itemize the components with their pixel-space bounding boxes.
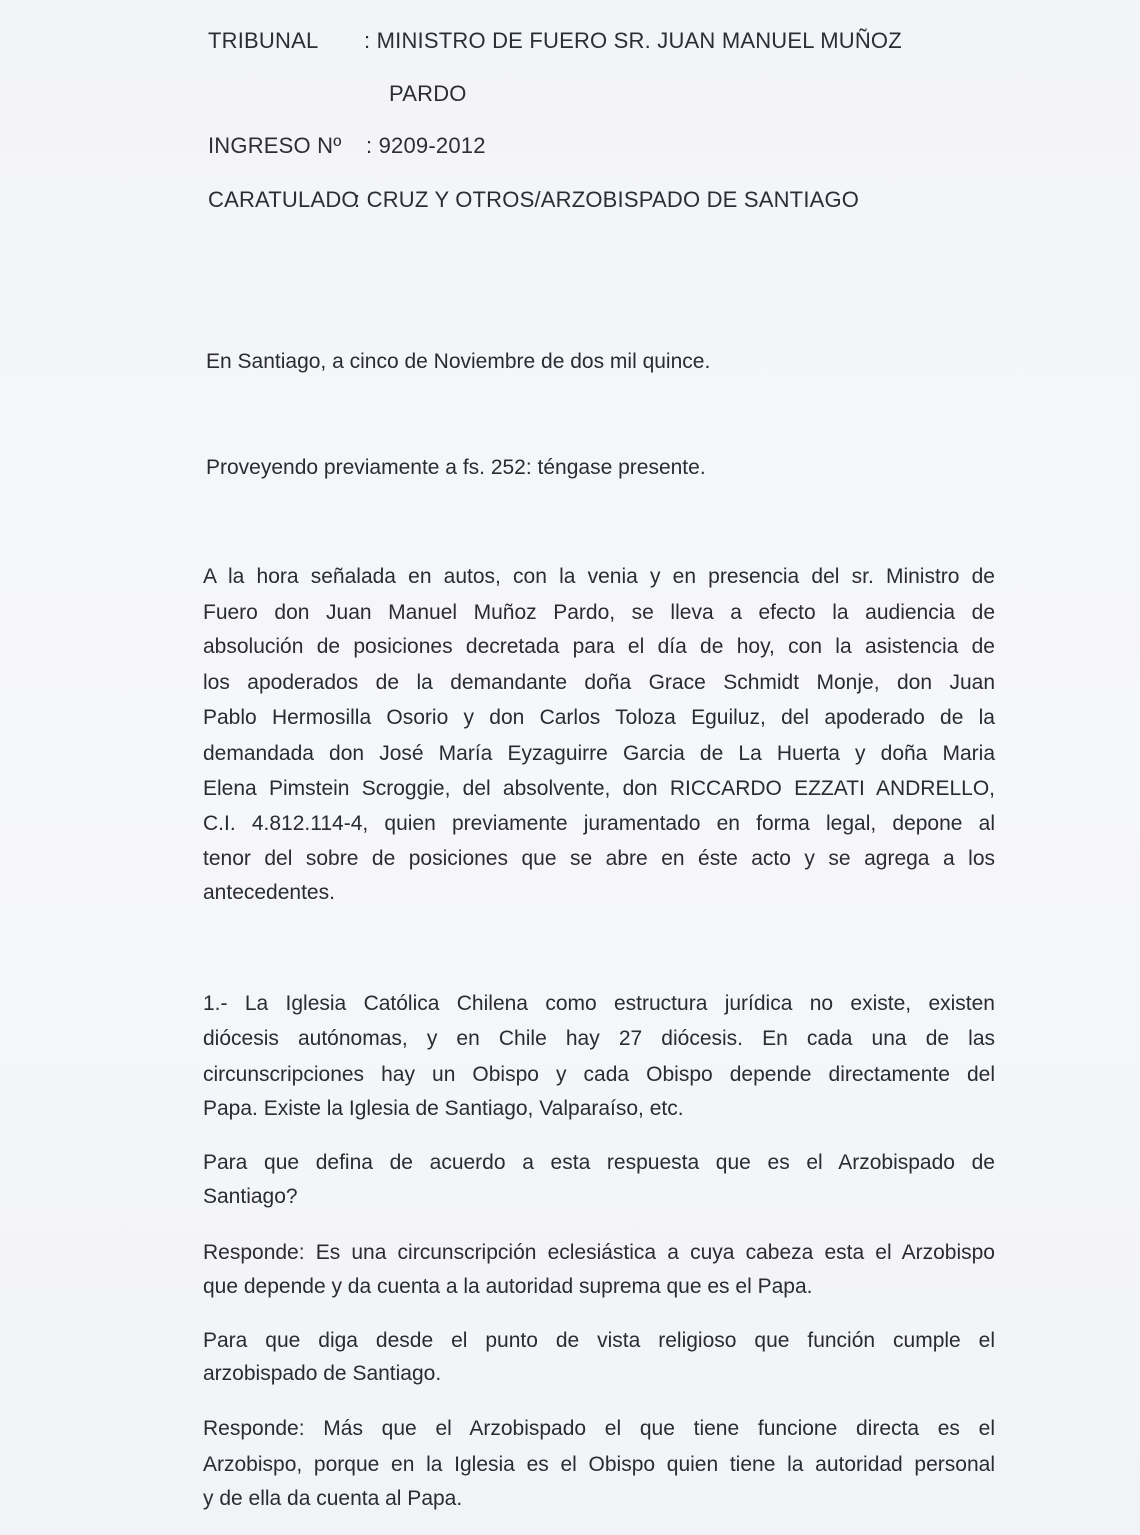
tribunal-value-line-2: PARDO (389, 81, 467, 106)
intro-line: Pablo Hermosilla Osorio y don Carlos Toloza Eguiluz, del apoderado de la (203, 706, 995, 729)
point1-line: circunscripciones hay un Obispo y cada Obispo depende directamente del (203, 1063, 995, 1086)
intro-line: demandada don José María Eyzaguirre Garcia de La Huerta y doña Maria (203, 742, 995, 765)
point1-line: diócesis autónomas, y en Chile hay 27 diócesis. En cada una de las (203, 1027, 995, 1050)
point1-line: 1.- La Iglesia Católica Chilena como estructura jurídica no existe, existen (203, 992, 995, 1015)
intro-line: Fuero don Juan Manuel Muñoz Pardo, se lleva a efecto la audiencia de (203, 601, 995, 624)
intro-line: tenor del sobre de posiciones que se abre en éste acto y se agrega a los (203, 847, 995, 870)
intro-line: los apoderados de la demandante doña Grace Schmidt Monje, don Juan (203, 671, 995, 694)
answer1-line: Responde: Es una circunscripción eclesiástica a cuya cabeza esta el Arzobispo (203, 1241, 995, 1264)
date-line: En Santiago, a cinco de Noviembre de dos mil quince. (206, 350, 711, 373)
ingreso-value: : 9209-2012 (366, 133, 486, 158)
intro-line: A la hora señalada en autos, con la venia y en presencia del sr. Ministro de (203, 565, 995, 588)
point1-line: Papa. Existe la Iglesia de Santiago, Valparaíso, etc. (203, 1097, 684, 1120)
answer2-line: Responde: Más que el Arzobispado el que tiene funcione directa es el (203, 1417, 995, 1440)
intro-line: Elena Pimstein Scroggie, del absolvente, don RICCARDO EZZATI ANDRELLO, (203, 777, 995, 800)
tribunal-label: TRIBUNAL (208, 28, 319, 53)
caratulado-value: : CRUZ Y OTROS/ARZOBISPADO DE SANTIAGO (354, 187, 860, 212)
intro-line: absolución de posiciones decretada para el día de hoy, con la asistencia de (203, 635, 995, 658)
answer1-line: que depende y da cuenta a la autoridad suprema que es el Papa. (203, 1275, 813, 1298)
question2-line: Para que diga desde el punto de vista religioso que función cumple el (203, 1329, 995, 1352)
ingreso-label: INGRESO Nº (208, 133, 342, 158)
intro-line: C.I. 4.812.114-4, quien previamente juramentado en forma legal, depone al (203, 812, 995, 835)
tribunal-value: : MINISTRO DE FUERO SR. JUAN MANUEL MUÑOZ (364, 28, 902, 53)
question1-line: Para que defina de acuerdo a esta respuesta que es el Arzobispado de (203, 1151, 995, 1174)
intro-line: antecedentes. (203, 881, 335, 904)
question1-line: Santiago? (203, 1185, 298, 1208)
question2-line: arzobispado de Santiago. (203, 1362, 442, 1385)
caratulado-label: CARATULADO (208, 187, 359, 212)
answer2-line: y de ella da cuenta al Papa. (203, 1487, 463, 1510)
answer2-line: Arzobispo, porque en la Iglesia es el Obispo quien tiene la autoridad personal (203, 1453, 995, 1476)
proveyendo-line: Proveyendo previamente a fs. 252: téngase presente. (206, 456, 706, 479)
